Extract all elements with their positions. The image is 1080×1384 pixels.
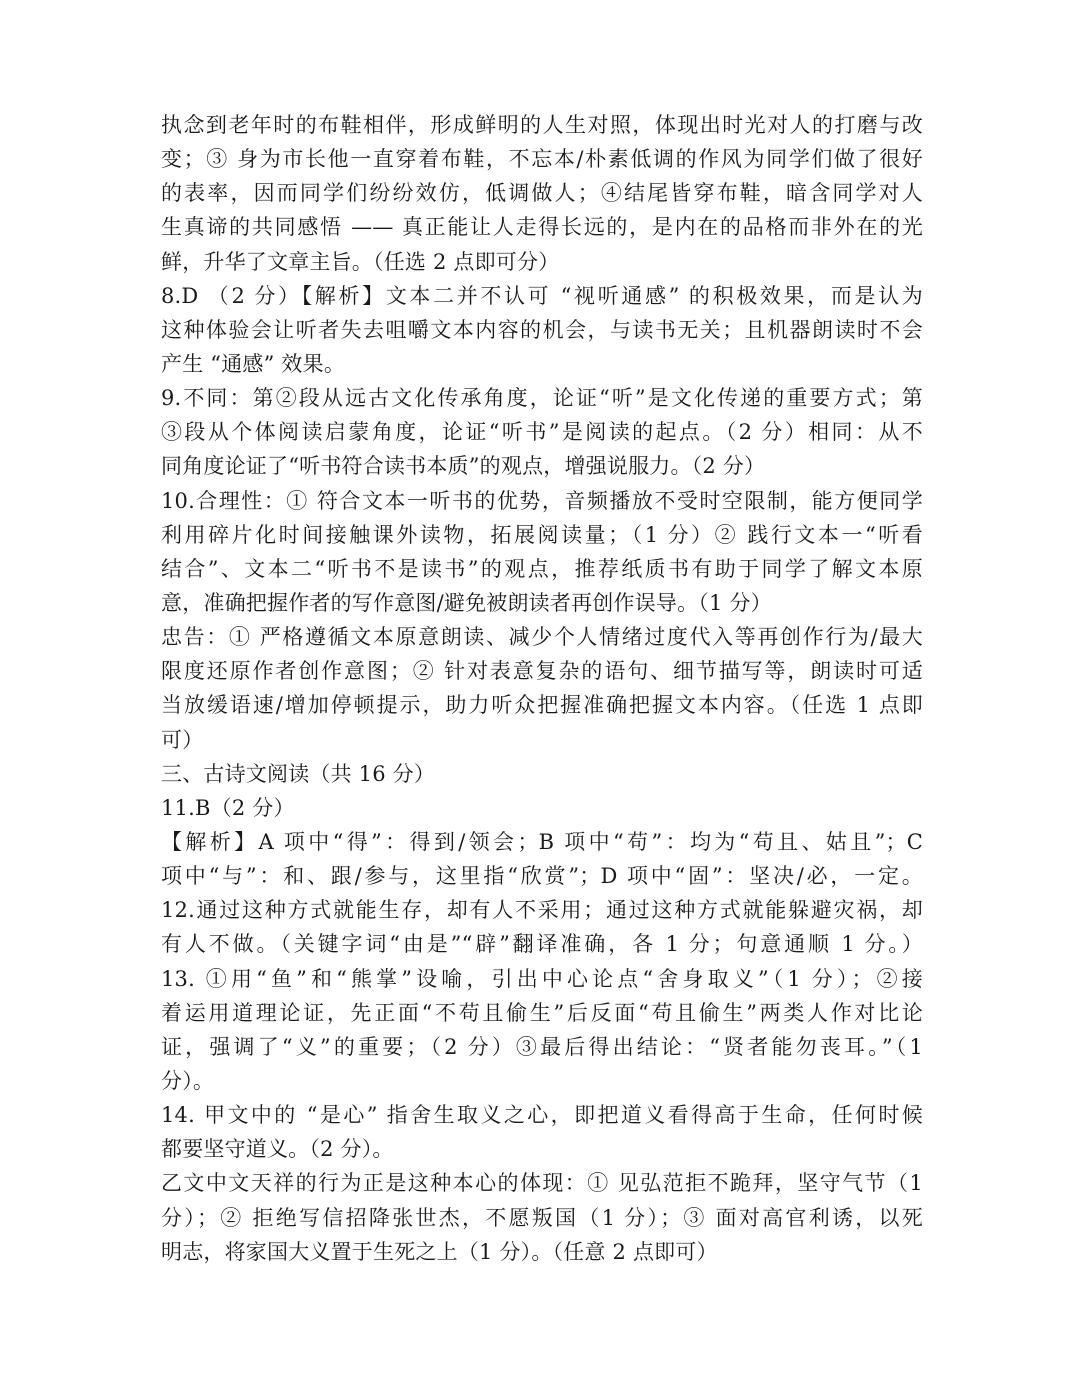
text-line: ③段从个体阅读启蒙角度，论证“听书”是阅读的起点。（2 分）相同：从不 [161,420,923,445]
text-line: 13. ①用“鱼”和“熊掌”设喻，引出中心论点“舍身取义”（1 分）；②接 [161,966,923,991]
text-line: 同角度论证了“听书符合读书本质”的观点，增强说服力。（2 分） [161,454,766,479]
text-line: 变；③ 身为市长他一直穿着布鞋，不忘本/朴素低调的作风为同学们做了很好 [161,147,923,172]
text-line: 产生 “通感” 效果。 [161,351,346,376]
text-line: 都要坚守道义。（2 分）。 [161,1137,394,1162]
text-line: 8.D （2 分）【解析】文本二并不认可 “视听通感” 的积极效果，而是认为 [161,283,923,308]
text-line: 执念到老年时的布鞋相伴，形成鲜明的人生对照，体现出时光对人的打磨与改 [161,113,923,137]
text-line: 分）；② 拒绝写信招降张世杰，不愿叛国（1 分）；③ 面对高官利诱，以死 [161,1205,923,1230]
text-line: 结合”、文本二“听书不是读书”的观点，推荐纸质书有助于同学了解文本原 [161,556,923,581]
text-line: 乙文中文天祥的行为正是这种本心的体现：① 见弘范拒不跪拜，坚守气节（1 [161,1171,923,1196]
text-line: 14. 甲文中的 “是心” 指舍生取义之心，即把道义看得高于生命，任何时候 [161,1103,923,1128]
text-line: 可） [161,727,204,752]
text-line: 9.不同：第②段从远古文化传承角度，论证“听”是文化传递的重要方式；第 [161,386,923,411]
text-line: 利用碎片化时间接触课外读物，拓展阅读量；（1 分）② 践行文本一“听看 [161,522,923,547]
text-line: 12.通过这种方式就能生存，却有人不采用；通过这种方式就能躲避灾祸，却 [161,898,923,923]
text-line: 忠告：① 严格遵循文本原意朗读、减少个人情绪过度代入等再创作行为/最大 [161,625,923,650]
text-line: 11.B（2 分） [161,795,295,820]
text-line: 三、古诗文阅读（共 16 分） [161,761,436,786]
text-line: 着运用道理论证，先正面“不苟且偷生”后反面“苟且偷生”两类人作对比论 [161,1000,923,1025]
text-line: 项中“与”：和、跟/参与，这里指“欣赏”；D 项中“固”：坚决/必，一定。 [161,864,923,889]
text-line: 明志，将家国大义置于生死之上（1 分）。（任意 2 点即可） [161,1239,718,1264]
text-line: 分）。 [161,1068,215,1093]
text-line: 意，准确把握作者的写作意图/避免被朗读者再创作误导。（1 分） [161,590,772,615]
text-line: 有人不做。（关键字词“由是”“辟”翻译准确，各 1 分；句意通顺 1 分。） [161,932,923,957]
text-line: 的表率，因而同学们纷纷效仿，低调做人；④结尾皆穿布鞋，暗含同学对人 [161,181,923,206]
text-line: 当放缓语速/增加停顿提示，助力听众把握准确把握文本内容。（任选 1 点即 [161,693,923,718]
text-line: 限度还原作者创作意图；② 针对表意复杂的语句、细节描写等，朗读时可适 [161,659,923,684]
text-line: 生真谛的共同感悟 —— 真正能让人走得长远的，是内在的品格而非外在的光 [161,215,923,240]
text-line: 10.合理性：① 符合文本一听书的优势，音频播放不受时空限制，能方便同学 [161,488,923,513]
text-line: 证，强调了“义”的重要；（2 分）③最后得出结论：“贤者能勿丧耳。”（1 [161,1034,923,1059]
text-line: 这种体验会让听者失去咀嚼文本内容的机会，与读书无关；且机器朗读时不会 [161,317,923,342]
text-line: 鲜，升华了文章主旨。（任选 2 点即可分） [161,249,560,274]
text-line: 【解析】A 项中“得”：得到/领会；B 项中“苟”：均为“苟且、姑且”；C [161,829,923,854]
answer-text-body [161,108,923,1269]
